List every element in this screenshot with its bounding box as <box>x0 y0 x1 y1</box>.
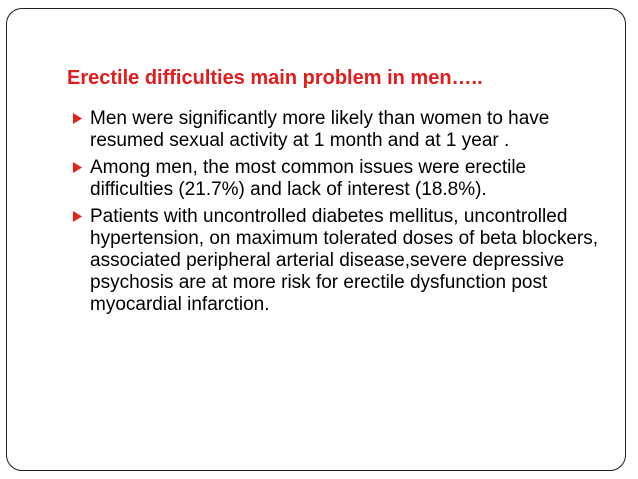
bullet-text: Men were significantly more likely than women to have resumed sexual activity at 1 month and at 1 year . <box>90 108 550 151</box>
bullet-text: Patients with uncontrolled diabetes mellitus, uncontrolled hypertension, on maximum tolerated doses of beta blockers, associated peripheral arterial disease,severe depressive psychosis are at more risk for erectile dysfunction post myocardial infarction. <box>90 206 598 315</box>
bullet-item <box>70 108 610 152</box>
bullet-item <box>70 157 610 201</box>
bullet-marker-icon <box>72 161 83 174</box>
bullet-list <box>70 108 610 321</box>
bullet-marker-icon <box>72 112 83 125</box>
bullet-marker-icon <box>72 210 83 223</box>
slide-title: Erectile difficulties main problem in men….. <box>67 67 483 89</box>
bullet-item <box>70 206 610 316</box>
bullet-text: Among men, the most common issues were erectile difficulties (21.7%) and lack of interest (18.8%). <box>90 157 527 200</box>
